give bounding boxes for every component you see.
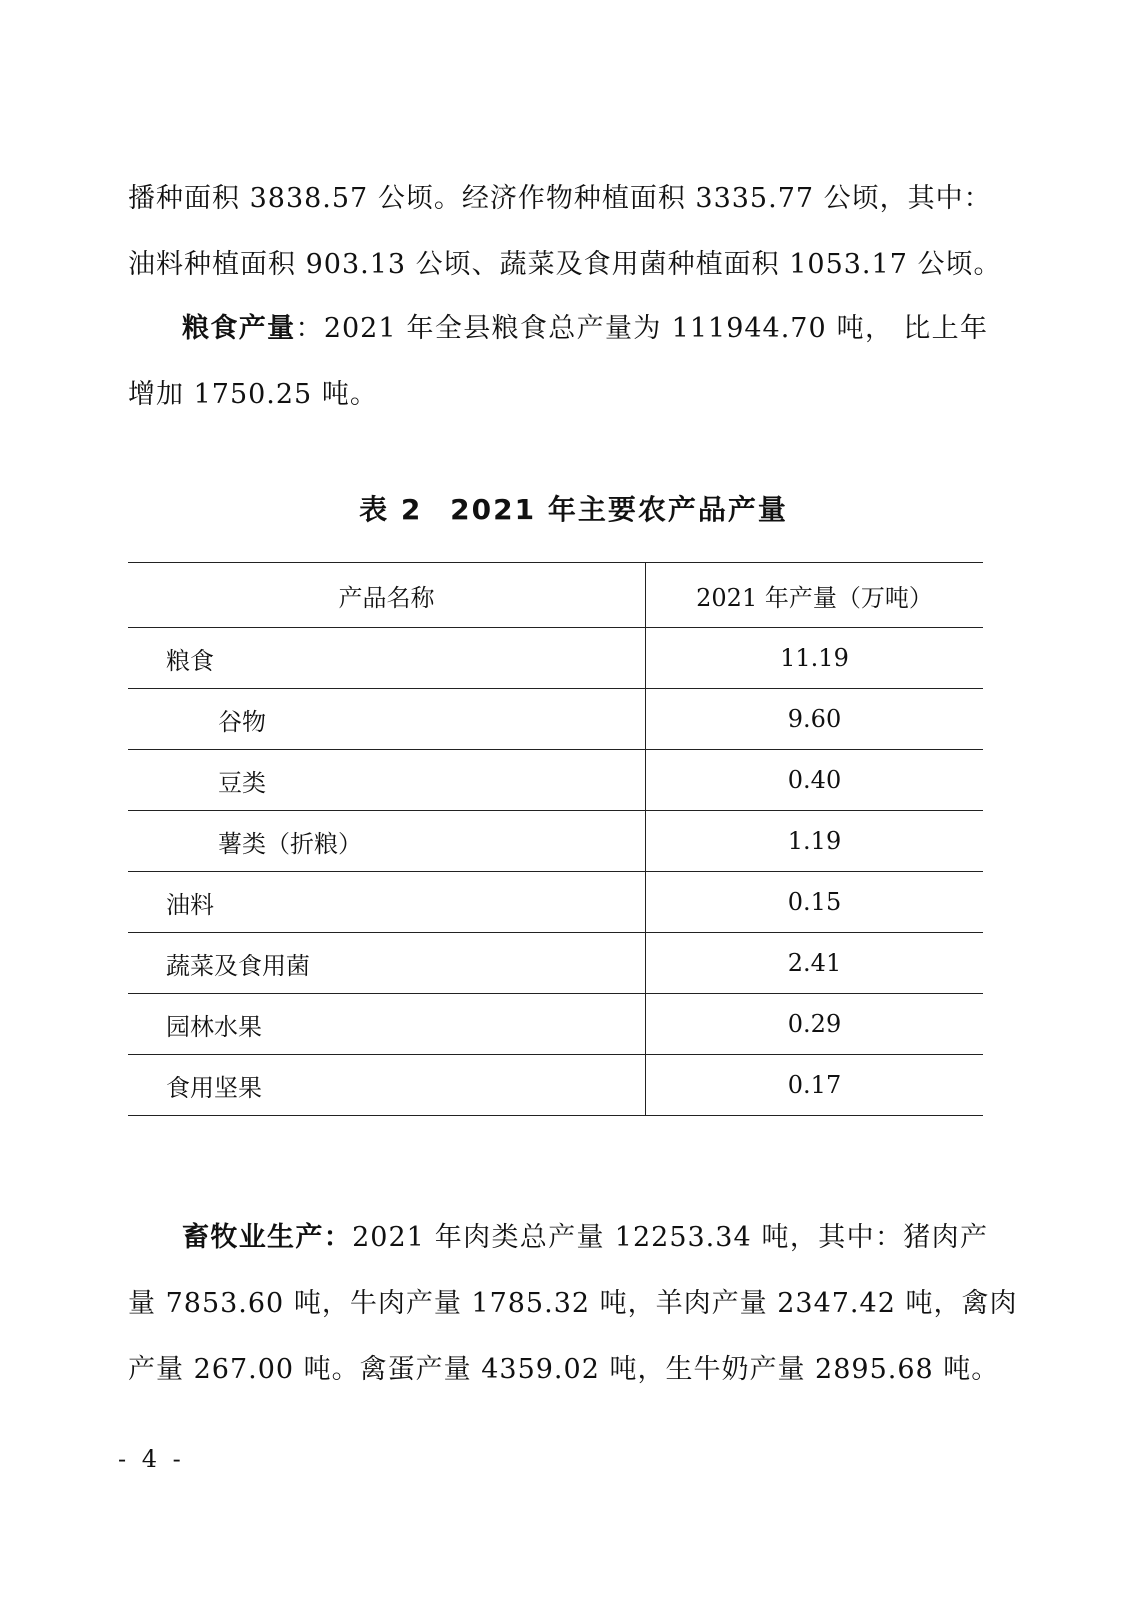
output-value-cell: 0.15 xyxy=(646,872,984,933)
table-row xyxy=(128,933,983,994)
production-table xyxy=(128,562,983,1116)
header-output: 2021 年产量（万吨） xyxy=(646,563,984,628)
product-name-cell: 食用坚果 xyxy=(128,1055,646,1116)
product-name-cell: 油料 xyxy=(128,872,646,933)
table-caption xyxy=(0,488,1147,528)
output-value-cell: 11.19 xyxy=(646,628,984,689)
table-row xyxy=(128,1055,983,1116)
grain-label: 粮食产量 xyxy=(182,313,296,344)
output-value-cell: 0.29 xyxy=(646,994,984,1055)
intro-line-1: 播种面积 3838.57 公顷。经济作物种植面积 3335.77 公顷，其中： xyxy=(128,183,992,214)
livestock-line-1 xyxy=(128,1205,988,1271)
product-name-cell: 蔬菜及食用菌 xyxy=(128,933,646,994)
grain-paragraph xyxy=(128,296,988,428)
header-product-name: 产品名称 xyxy=(128,563,646,628)
livestock-label: 畜牧业生产： xyxy=(182,1222,353,1253)
intro-line-2: 油料种植面积 903.13 公顷、蔬菜及食用菌种植面积 1053.17 公顷。 xyxy=(128,249,1002,280)
table-header-row xyxy=(128,563,983,628)
output-value-cell: 2.41 xyxy=(646,933,984,994)
table-row xyxy=(128,872,983,933)
grain-line-1 xyxy=(128,296,988,362)
output-value-cell: 0.17 xyxy=(646,1055,984,1116)
livestock-text-1: 2021 年肉类总产量 12253.34 吨，其中：猪肉产 xyxy=(352,1222,989,1253)
livestock-paragraph xyxy=(128,1205,1018,1403)
livestock-line-2: 量 7853.60 吨，牛肉产量 1785.32 吨，羊肉产量 2347.42 吨，禽肉 xyxy=(128,1288,1018,1319)
product-name-cell: 粮食 xyxy=(128,628,646,689)
grain-line-2: 增加 1750.25 吨。 xyxy=(128,379,378,410)
table-row xyxy=(128,689,983,750)
table-row xyxy=(128,994,983,1055)
table-row xyxy=(128,811,983,872)
product-name-cell: 园林水果 xyxy=(128,994,646,1055)
page-number: - 4 - xyxy=(118,1445,185,1473)
table-caption-title: 2021 年主要农产品产量 xyxy=(450,493,788,526)
product-name-cell: 豆类 xyxy=(128,750,646,811)
grain-text-1: ：2021 年全县粮食总产量为 111944.70 吨， 比上年 xyxy=(295,313,988,344)
product-name-cell: 谷物 xyxy=(128,689,646,750)
livestock-line-3: 产量 267.00 吨。禽蛋产量 4359.02 吨，生牛奶产量 2895.68 吨。 xyxy=(128,1354,1000,1385)
product-name-cell: 薯类（折粮） xyxy=(128,811,646,872)
table-row xyxy=(128,750,983,811)
output-value-cell: 9.60 xyxy=(646,689,984,750)
table-body xyxy=(128,628,983,1116)
table-caption-prefix: 表 2 xyxy=(359,493,423,526)
intro-paragraph xyxy=(128,166,1002,298)
table-row xyxy=(128,628,983,689)
output-value-cell: 0.40 xyxy=(646,750,984,811)
output-value-cell: 1.19 xyxy=(646,811,984,872)
